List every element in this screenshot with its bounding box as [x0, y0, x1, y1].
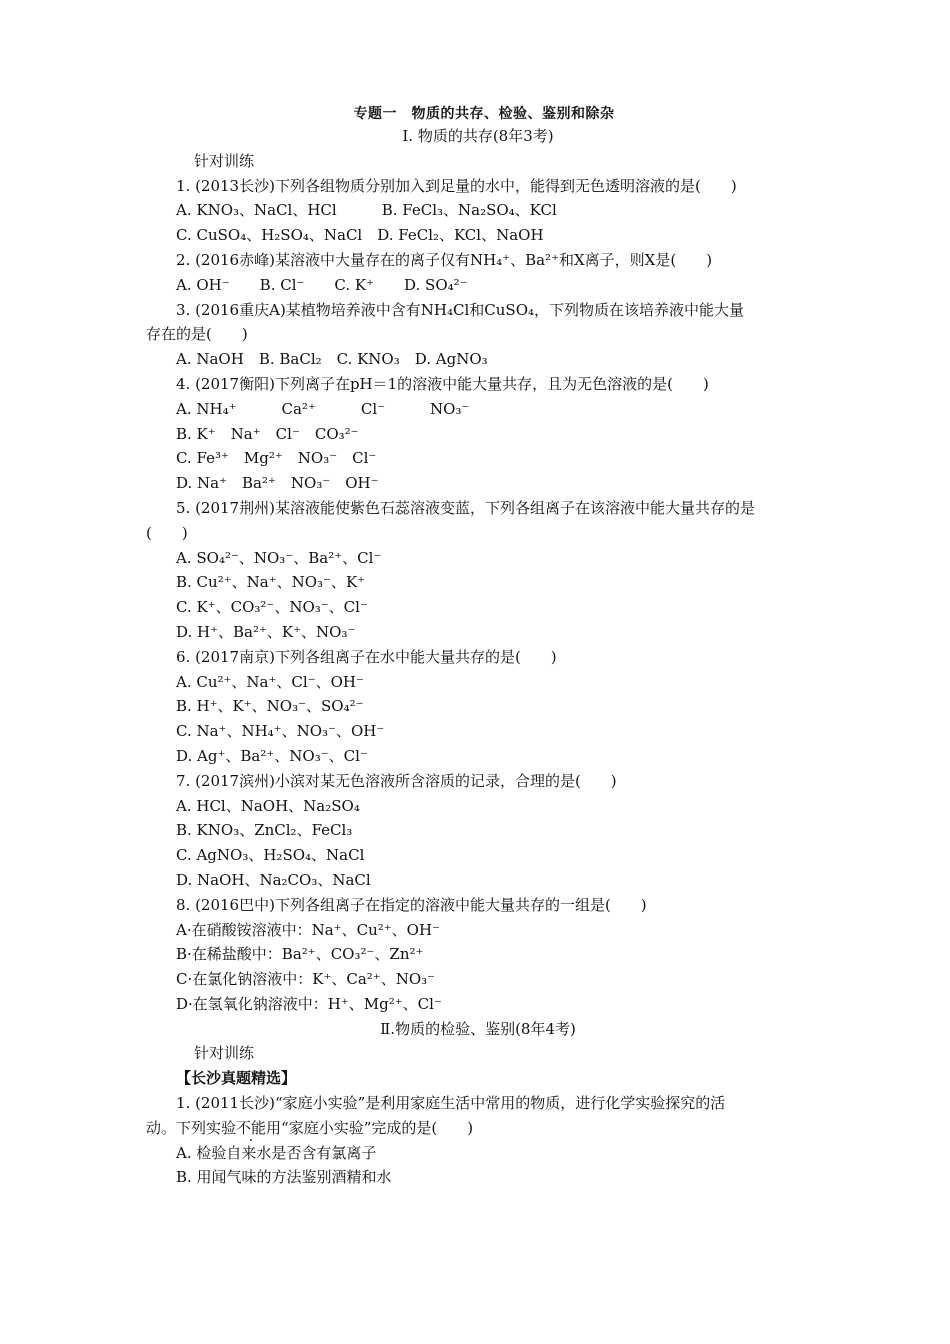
training-label: 针对训练: [194, 151, 255, 170]
question-7: [146, 769, 810, 893]
option-b: B·在稀盐酸中：Ba²⁺、CO₃²⁻、Zn²⁺: [176, 945, 424, 964]
option-c: C. Na⁺、NH₄⁺、NO₃⁻、OH⁻: [176, 722, 385, 741]
document-content: [146, 104, 810, 1190]
question-2: [146, 248, 810, 298]
option-a: A. HCl、NaOH、Na₂SO₄: [176, 796, 360, 815]
question-stem: 7. (2017滨州)小滨对某无色溶液所含溶质的记录，合理的是( ): [176, 771, 617, 790]
option-c: C. Fe³⁺ Mg²⁺ NO₃⁻ Cl⁻: [176, 449, 377, 468]
option-d: D. NaOH、Na₂CO₃、NaCl: [176, 870, 371, 889]
question-stem-line1: 3. (2016重庆A)某植物培养液中含有NH₄Cl和CuSO₄，下列物质在该培养液中能大量: [176, 300, 745, 319]
option-c: C. K⁺、CO₃²⁻、NO₃⁻、Cl⁻: [176, 598, 368, 617]
option-a: A·在硝酸铵溶液中：Na⁺、Cu²⁺、OH⁻: [176, 920, 440, 939]
question-stem-line1: 5. (2017荆州)某溶液能使紫色石蕊溶液变蓝，下列各组离子在该溶液中能大量共存的是: [176, 498, 755, 517]
question-stem-line1: 1. (2011长沙)“家庭小实验”是利用家庭生活中常用的物质，进行化学实验探究的活: [176, 1094, 726, 1113]
training-label: 针对训练: [194, 1044, 255, 1063]
question-1: [146, 174, 810, 248]
question-stem: 2. (2016赤峰)某溶液中大量存在的离子仅有NH₄⁺、Ba²⁺和X离子，则X是( ): [176, 250, 713, 269]
question-8: [146, 893, 810, 1017]
option-a: A. SO₄²⁻、NO₃⁻、Ba²⁺、Cl⁻: [176, 548, 382, 567]
option-c: C·在氯化钠溶液中：K⁺、Ca²⁺、NO₃⁻: [176, 970, 436, 989]
stem-text-pre: 动。下列实验: [146, 1118, 237, 1137]
question-3: [146, 298, 810, 372]
section-heading-identification: Ⅱ.物质的检验、鉴别(8年4考): [380, 1019, 576, 1038]
question-stem: 8. (2016巴中)下列各组离子在指定的溶液中能大量共存的一组是( ): [176, 895, 647, 914]
question-stem: 6. (2017南京)下列各组离子在水中能大量共存的是( ): [176, 647, 557, 666]
option-b: B. KNO₃、ZnCl₂、FeCl₃: [176, 821, 353, 840]
section-heading-coexistence: Ⅰ. 物质的共存(8年3考): [402, 127, 554, 145]
question-4: [146, 372, 810, 496]
option-d: D·在氢氧化钠溶液中：H⁺、Mg²⁺、Cl⁻: [176, 994, 442, 1013]
option-d: D. Ag⁺、Ba²⁺、NO₃⁻、Cl⁻: [176, 746, 368, 765]
option-b: B. Cu²⁺、Na⁺、NO₃⁻、K⁺: [176, 573, 366, 592]
options-cd: C. CuSO₄、H₂SO₄、NaCl D. FeCl₂、KCl、NaOH: [176, 226, 544, 245]
option-a: A. 检验自来水是否含有氯离子: [176, 1143, 377, 1162]
option-a: A. NH₄⁺ Ca²⁺ Cl⁻ NO₃⁻: [176, 399, 470, 418]
option-b: B. K⁺ Na⁺ Cl⁻ CO₃²⁻: [176, 424, 359, 443]
options-ab: A. KNO₃、NaCl、HCl B. FeCl₃、Na₂SO₄、KCl: [176, 201, 557, 220]
options: A. NaOH B. BaCl₂ C. KNO₃ D. AgNO₃: [176, 350, 488, 369]
question-stem-line2: [146, 1116, 810, 1141]
subsection-heading: 【长沙真题精选】: [176, 1069, 297, 1088]
question-stem: 1. (2013长沙)下列各组物质分别加入到足量的水中，能得到无色透明溶液的是( ): [176, 176, 737, 195]
option-d: D. H⁺、Ba²⁺、K⁺、NO₃⁻: [176, 622, 356, 641]
options: A. OH⁻ B. Cl⁻ C. K⁺ D. SO₄²⁻: [176, 275, 468, 294]
option-a: A. Cu²⁺、Na⁺、Cl⁻、OH⁻: [176, 672, 364, 691]
option-b: B. 用闻气味的方法鉴别酒精和水: [176, 1168, 392, 1187]
question-stem-line2: 存在的是( ): [146, 325, 248, 344]
question-6: [146, 645, 810, 769]
option-c: C. AgNO₃、H₂SO₄、NaCl: [176, 846, 365, 865]
question-stem: 4. (2017衡阳)下列离子在pH＝1的溶液中能大量共存，且为无色溶液的是( ): [176, 374, 709, 393]
option-d: D. Na⁺ Ba²⁺ NO₃⁻ OH⁻: [176, 474, 379, 493]
stem-text-post: 用“家庭小实验”完成的是( ): [266, 1118, 474, 1137]
page-title: 专题一 物质的共存、检验、鉴别和除杂: [353, 106, 615, 122]
question-5: [146, 496, 810, 645]
question-stem-line2: ( ): [146, 523, 188, 542]
question-ii-1: [146, 1091, 810, 1190]
emphasis-text: 不能: [236, 1118, 267, 1137]
option-b: B. H⁺、K⁺、NO₃⁻、SO₄²⁻: [176, 697, 364, 716]
